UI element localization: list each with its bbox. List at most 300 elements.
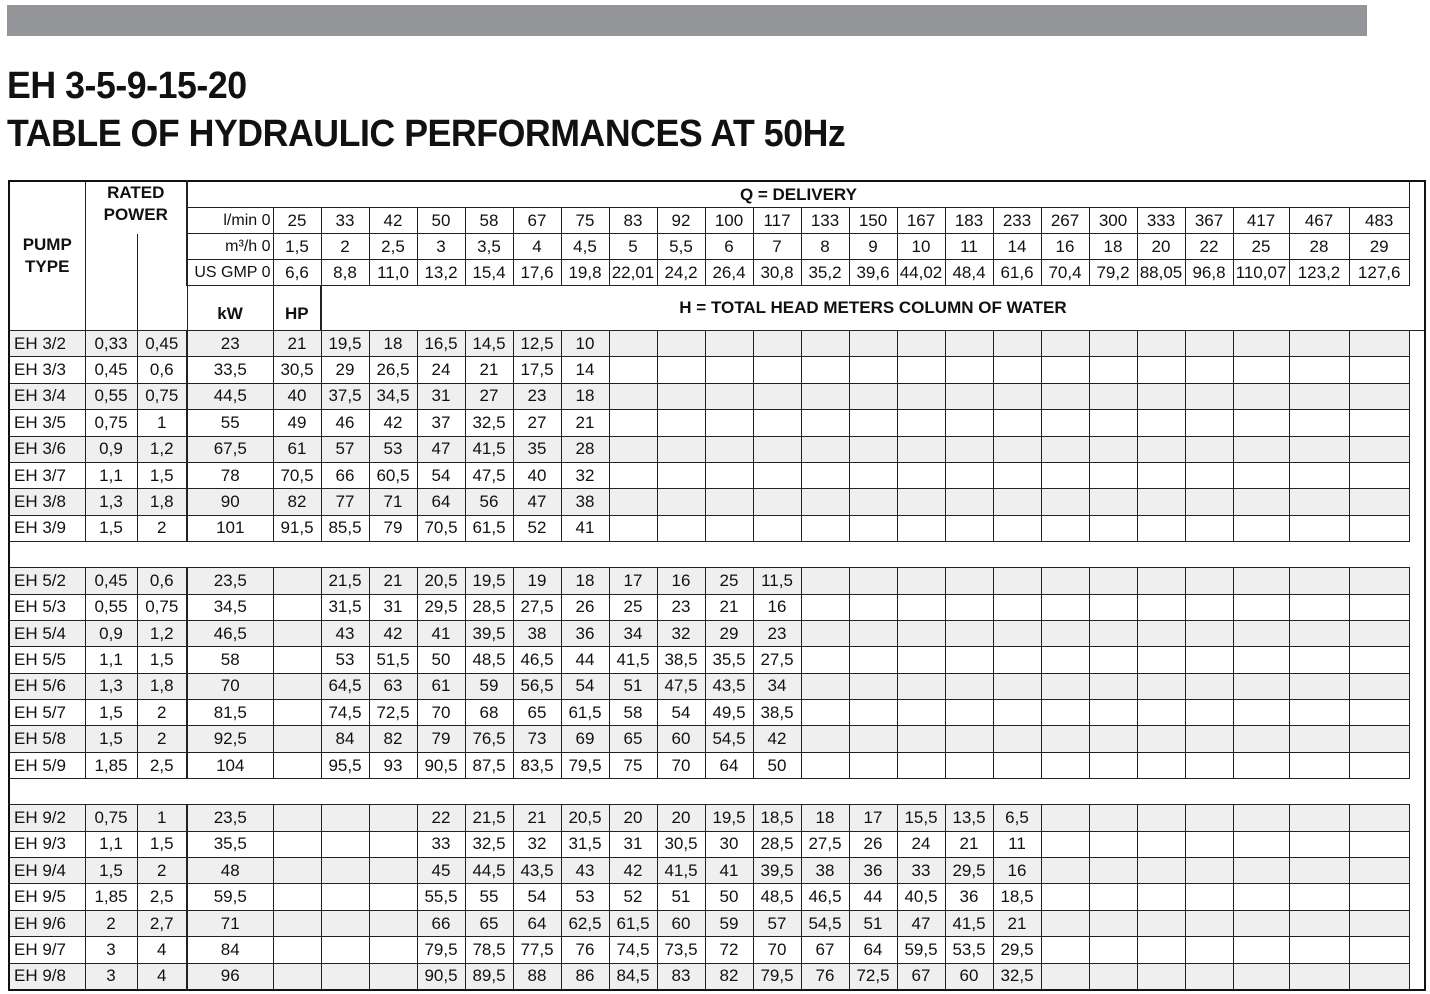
performance-table-wrapper — [8, 180, 1426, 991]
m3h-value: 2,5 — [369, 234, 417, 260]
head-cell — [705, 331, 753, 357]
head-cell — [993, 568, 1041, 594]
head-cell — [849, 752, 897, 778]
head-cell: 42 — [369, 410, 417, 436]
head-cell — [1041, 700, 1089, 726]
head-cell: 18 — [561, 383, 609, 409]
head-cell: 27,5 — [801, 831, 849, 857]
kw-cell: 1,3 — [85, 489, 137, 515]
m3h-value: 25 — [1233, 234, 1289, 260]
table-row — [9, 594, 1425, 620]
head-cell — [273, 700, 321, 726]
head-cell — [1185, 963, 1233, 990]
pump-type-cell: EH 9/4 — [9, 858, 85, 884]
head-cell: 46,5 — [513, 647, 561, 673]
head-cell: 21 — [705, 594, 753, 620]
head-cell — [1089, 700, 1137, 726]
head-cell: 77,5 — [513, 937, 561, 963]
head-cell — [993, 410, 1041, 436]
head-cell — [993, 752, 1041, 778]
m3h-value: 11 — [945, 234, 993, 260]
head-cell: 85,5 — [321, 515, 369, 541]
head-cell: 24 — [897, 831, 945, 857]
head-header: H = TOTAL HEAD METERS COLUMN OF WATER — [321, 286, 1425, 331]
head-cell — [1233, 410, 1289, 436]
head-cell: 53 — [321, 647, 369, 673]
head-cell — [801, 700, 849, 726]
head-cell: 47,5 — [465, 462, 513, 488]
head-cell — [1089, 331, 1137, 357]
head-cell — [801, 436, 849, 462]
hp-cell: 4 — [137, 937, 187, 963]
head-cell — [273, 831, 321, 857]
head-cell: 51 — [849, 910, 897, 936]
head-cell — [1289, 489, 1349, 515]
lmin-value: 167 — [897, 208, 945, 234]
lmin-label: l/min 0 — [187, 208, 273, 234]
m3h-value: 16 — [1041, 234, 1089, 260]
head-cell — [1349, 700, 1409, 726]
head-cell: 90,5 — [417, 963, 465, 990]
head-cell — [1289, 647, 1349, 673]
head-cell — [849, 700, 897, 726]
table-row — [9, 568, 1425, 594]
head-cell — [369, 858, 417, 884]
head-cell: 29,5 — [945, 858, 993, 884]
head-cell — [273, 910, 321, 936]
head-cell — [849, 568, 897, 594]
head-cell: 40 — [513, 462, 561, 488]
head-cell — [1185, 515, 1233, 541]
head-cell — [897, 436, 945, 462]
head-cell — [1041, 752, 1089, 778]
table-body — [9, 331, 1425, 990]
head-cell: 76 — [561, 937, 609, 963]
head-cell: 54,5 — [801, 910, 849, 936]
head-cell — [1289, 752, 1349, 778]
head-cell — [849, 331, 897, 357]
usgpm-value: 19,8 — [561, 260, 609, 286]
head-zero-cell: 33,5 — [187, 357, 273, 383]
pump-type-cell: EH 9/5 — [9, 884, 85, 910]
table-row — [9, 937, 1425, 963]
head-cell — [1089, 937, 1137, 963]
head-cell — [1137, 884, 1185, 910]
head-cell: 61 — [273, 436, 321, 462]
head-cell: 19,5 — [465, 568, 513, 594]
head-cell: 73,5 — [657, 937, 705, 963]
pump-type-cell: EH 5/5 — [9, 647, 85, 673]
head-cell — [945, 594, 993, 620]
head-cell — [1089, 647, 1137, 673]
head-cell — [945, 700, 993, 726]
head-cell — [1185, 331, 1233, 357]
head-cell — [705, 489, 753, 515]
table-row — [9, 410, 1425, 436]
head-cell: 82 — [273, 489, 321, 515]
head-cell: 65 — [465, 910, 513, 936]
head-cell: 79,5 — [561, 752, 609, 778]
head-cell — [849, 436, 897, 462]
head-cell: 52 — [609, 884, 657, 910]
hp-cell: 2 — [137, 858, 187, 884]
head-cell — [753, 436, 801, 462]
head-cell — [1089, 515, 1137, 541]
table-row — [9, 858, 1425, 884]
head-cell: 29 — [321, 357, 369, 383]
head-cell: 79 — [369, 515, 417, 541]
head-cell: 67 — [897, 963, 945, 990]
head-cell: 37 — [417, 410, 465, 436]
head-cell — [801, 383, 849, 409]
head-cell — [1089, 805, 1137, 831]
head-cell — [1089, 831, 1137, 857]
head-cell: 36 — [849, 858, 897, 884]
head-cell — [609, 383, 657, 409]
head-cell — [273, 594, 321, 620]
rated-power-header: RATED POWER — [85, 181, 187, 234]
head-cell: 63 — [369, 673, 417, 699]
head-cell: 33 — [897, 858, 945, 884]
lmin-value: 233 — [993, 208, 1041, 234]
head-cell: 38 — [513, 620, 561, 646]
head-cell — [1349, 436, 1409, 462]
head-cell — [801, 515, 849, 541]
head-cell: 42 — [753, 726, 801, 752]
head-cell — [993, 647, 1041, 673]
head-cell: 79,5 — [417, 937, 465, 963]
head-cell — [1137, 726, 1185, 752]
head-cell — [1233, 647, 1289, 673]
head-cell — [1233, 620, 1289, 646]
head-cell — [1349, 673, 1409, 699]
head-cell — [1185, 884, 1233, 910]
head-cell: 84,5 — [609, 963, 657, 990]
head-cell: 48,5 — [465, 647, 513, 673]
lmin-value: 150 — [849, 208, 897, 234]
head-cell: 50 — [753, 752, 801, 778]
head-cell: 31,5 — [321, 594, 369, 620]
head-cell — [657, 331, 705, 357]
head-cell — [705, 436, 753, 462]
kw-cell: 1,5 — [85, 858, 137, 884]
head-cell — [897, 620, 945, 646]
head-cell — [1233, 594, 1289, 620]
head-cell: 51,5 — [369, 647, 417, 673]
head-cell: 25 — [609, 594, 657, 620]
head-cell — [1137, 620, 1185, 646]
head-cell: 78,5 — [465, 937, 513, 963]
m3h-value: 10 — [897, 234, 945, 260]
m3h-value: 9 — [849, 234, 897, 260]
head-cell: 47 — [897, 910, 945, 936]
head-cell: 84 — [321, 726, 369, 752]
head-zero-cell: 23,5 — [187, 568, 273, 594]
head-cell: 29,5 — [993, 937, 1041, 963]
lmin-value: 133 — [801, 208, 849, 234]
head-cell — [1041, 436, 1089, 462]
head-cell: 17,5 — [513, 357, 561, 383]
head-cell — [1289, 910, 1349, 936]
head-cell: 90,5 — [417, 752, 465, 778]
head-cell: 25 — [705, 568, 753, 594]
head-cell: 41,5 — [657, 858, 705, 884]
head-cell — [1041, 805, 1089, 831]
head-cell: 29,5 — [417, 594, 465, 620]
head-cell: 38 — [801, 858, 849, 884]
head-zero-cell: 84 — [187, 937, 273, 963]
head-cell: 31,5 — [561, 831, 609, 857]
head-cell: 30,5 — [273, 357, 321, 383]
head-cell: 93 — [369, 752, 417, 778]
table-row — [9, 700, 1425, 726]
table-row — [9, 963, 1425, 990]
head-cell: 39,5 — [465, 620, 513, 646]
head-cell — [1289, 700, 1349, 726]
head-cell: 47 — [513, 489, 561, 515]
m3h-value: 8 — [801, 234, 849, 260]
head-cell — [849, 462, 897, 488]
performance-table — [8, 180, 1426, 991]
head-cell — [1137, 647, 1185, 673]
pump-type-cell: EH 9/7 — [9, 937, 85, 963]
head-cell: 32,5 — [465, 831, 513, 857]
head-cell — [1185, 410, 1233, 436]
head-cell — [1041, 831, 1089, 857]
hp-cell: 2 — [137, 515, 187, 541]
head-cell — [369, 963, 417, 990]
head-cell — [1089, 568, 1137, 594]
head-cell — [945, 647, 993, 673]
head-cell: 20,5 — [561, 805, 609, 831]
head-cell: 59 — [705, 910, 753, 936]
hp-cell: 1 — [137, 410, 187, 436]
head-cell: 48,5 — [753, 884, 801, 910]
hp-cell: 2,5 — [137, 752, 187, 778]
head-cell: 34,5 — [369, 383, 417, 409]
head-cell — [945, 620, 993, 646]
head-cell — [945, 331, 993, 357]
head-cell — [1137, 357, 1185, 383]
header-bar — [7, 5, 1367, 36]
head-cell — [1289, 383, 1349, 409]
head-cell — [1233, 805, 1289, 831]
head-cell — [1137, 462, 1185, 488]
usgpm-value: 79,2 — [1089, 260, 1137, 286]
head-cell — [657, 357, 705, 383]
head-cell: 46 — [321, 410, 369, 436]
head-cell — [993, 436, 1041, 462]
head-cell: 87,5 — [465, 752, 513, 778]
head-cell: 73 — [513, 726, 561, 752]
head-cell — [1185, 858, 1233, 884]
head-cell — [1185, 568, 1233, 594]
head-cell — [1185, 831, 1233, 857]
m3h-value: 5,5 — [657, 234, 705, 260]
head-cell — [1289, 331, 1349, 357]
head-cell: 70 — [417, 700, 465, 726]
usgpm-value: 6,6 — [273, 260, 321, 286]
head-cell — [945, 673, 993, 699]
head-cell — [1289, 963, 1349, 990]
head-cell: 86 — [561, 963, 609, 990]
head-cell: 31 — [369, 594, 417, 620]
kw-cell: 1,85 — [85, 752, 137, 778]
head-cell — [705, 462, 753, 488]
head-cell: 59,5 — [897, 937, 945, 963]
head-cell — [1289, 515, 1349, 541]
head-cell — [1137, 910, 1185, 936]
head-cell — [1233, 963, 1289, 990]
head-zero-cell: 34,5 — [187, 594, 273, 620]
head-cell: 30 — [705, 831, 753, 857]
group-spacer — [9, 542, 1425, 568]
head-cell: 23 — [513, 383, 561, 409]
head-cell: 88 — [513, 963, 561, 990]
head-cell: 21 — [513, 805, 561, 831]
head-cell: 11,5 — [753, 568, 801, 594]
head-cell: 13,5 — [945, 805, 993, 831]
head-cell: 30,5 — [657, 831, 705, 857]
kw-cell: 2 — [85, 910, 137, 936]
usgpm-value: 39,6 — [849, 260, 897, 286]
table-row — [9, 489, 1425, 515]
head-cell: 26 — [561, 594, 609, 620]
head-cell: 53 — [561, 884, 609, 910]
head-cell — [849, 515, 897, 541]
head-cell: 19,5 — [705, 805, 753, 831]
head-cell: 19 — [513, 568, 561, 594]
head-cell — [1137, 937, 1185, 963]
head-cell — [1041, 515, 1089, 541]
head-cell: 54 — [513, 884, 561, 910]
head-cell — [1137, 410, 1185, 436]
head-cell — [273, 620, 321, 646]
head-cell: 64 — [705, 752, 753, 778]
head-cell: 61,5 — [465, 515, 513, 541]
head-cell — [273, 884, 321, 910]
head-cell — [1289, 805, 1349, 831]
kw-header: kW — [187, 286, 273, 331]
head-cell — [753, 383, 801, 409]
head-zero-cell: 92,5 — [187, 726, 273, 752]
head-cell — [1349, 647, 1409, 673]
head-cell — [705, 357, 753, 383]
lmin-value: 267 — [1041, 208, 1089, 234]
head-cell: 16 — [993, 858, 1041, 884]
head-cell — [1233, 462, 1289, 488]
head-cell — [849, 410, 897, 436]
hp-cell: 1,5 — [137, 647, 187, 673]
head-cell: 66 — [417, 910, 465, 936]
kw-cell: 0,33 — [85, 331, 137, 357]
hp-cell: 0,6 — [137, 357, 187, 383]
hp-cell: 1,2 — [137, 436, 187, 462]
lmin-value: 83 — [609, 208, 657, 234]
head-cell: 57 — [321, 436, 369, 462]
head-cell — [801, 594, 849, 620]
head-cell — [849, 647, 897, 673]
kw-cell: 0,75 — [85, 805, 137, 831]
head-cell — [1137, 489, 1185, 515]
usgpm-value: 110,07 — [1233, 260, 1289, 286]
head-cell — [1137, 858, 1185, 884]
head-cell: 43,5 — [513, 858, 561, 884]
head-zero-cell: 67,5 — [187, 436, 273, 462]
pump-type-cell: EH 3/6 — [9, 436, 85, 462]
usgpm-value: 13,2 — [417, 260, 465, 286]
hp-cell: 0,6 — [137, 568, 187, 594]
usgpm-value: 11,0 — [369, 260, 417, 286]
head-cell — [705, 383, 753, 409]
usgpm-value: 15,4 — [465, 260, 513, 286]
head-cell: 57 — [753, 910, 801, 936]
head-cell — [1089, 594, 1137, 620]
head-cell: 32 — [513, 831, 561, 857]
head-cell — [993, 462, 1041, 488]
head-cell — [1137, 673, 1185, 699]
head-zero-cell: 81,5 — [187, 700, 273, 726]
head-cell — [1349, 963, 1409, 990]
head-cell — [321, 858, 369, 884]
head-cell: 64 — [849, 937, 897, 963]
head-cell — [1289, 594, 1349, 620]
head-zero-cell: 59,5 — [187, 884, 273, 910]
head-cell — [897, 515, 945, 541]
head-cell — [801, 331, 849, 357]
head-zero-cell: 23,5 — [187, 805, 273, 831]
head-cell — [1233, 331, 1289, 357]
head-cell — [1041, 858, 1089, 884]
lmin-value: 300 — [1089, 208, 1137, 234]
head-cell: 55,5 — [417, 884, 465, 910]
head-cell — [1349, 383, 1409, 409]
pump-type-cell: EH 5/3 — [9, 594, 85, 620]
head-cell — [273, 726, 321, 752]
usgpm-value: 123,2 — [1289, 260, 1349, 286]
head-cell — [1185, 805, 1233, 831]
head-cell — [273, 858, 321, 884]
head-cell — [609, 489, 657, 515]
lmin-value: 92 — [657, 208, 705, 234]
head-cell — [849, 620, 897, 646]
head-cell: 66 — [321, 462, 369, 488]
m3h-value: 20 — [1137, 234, 1185, 260]
head-cell — [993, 594, 1041, 620]
usgpm-label: US GMP 0 — [187, 260, 273, 286]
pump-type-cell: EH 9/3 — [9, 831, 85, 857]
head-cell: 53,5 — [945, 937, 993, 963]
head-cell — [897, 700, 945, 726]
head-cell: 19,5 — [321, 331, 369, 357]
head-cell — [897, 383, 945, 409]
head-cell: 72,5 — [369, 700, 417, 726]
head-cell: 23 — [657, 594, 705, 620]
head-cell: 67 — [801, 937, 849, 963]
head-cell: 68 — [465, 700, 513, 726]
pump-type-cell: EH 3/7 — [9, 462, 85, 488]
head-cell: 46,5 — [801, 884, 849, 910]
head-cell — [801, 620, 849, 646]
head-cell — [993, 726, 1041, 752]
head-cell: 82 — [369, 726, 417, 752]
head-cell — [1137, 594, 1185, 620]
hp-cell: 2 — [137, 700, 187, 726]
head-cell — [1089, 858, 1137, 884]
head-cell — [321, 805, 369, 831]
head-cell — [897, 357, 945, 383]
head-cell — [897, 568, 945, 594]
